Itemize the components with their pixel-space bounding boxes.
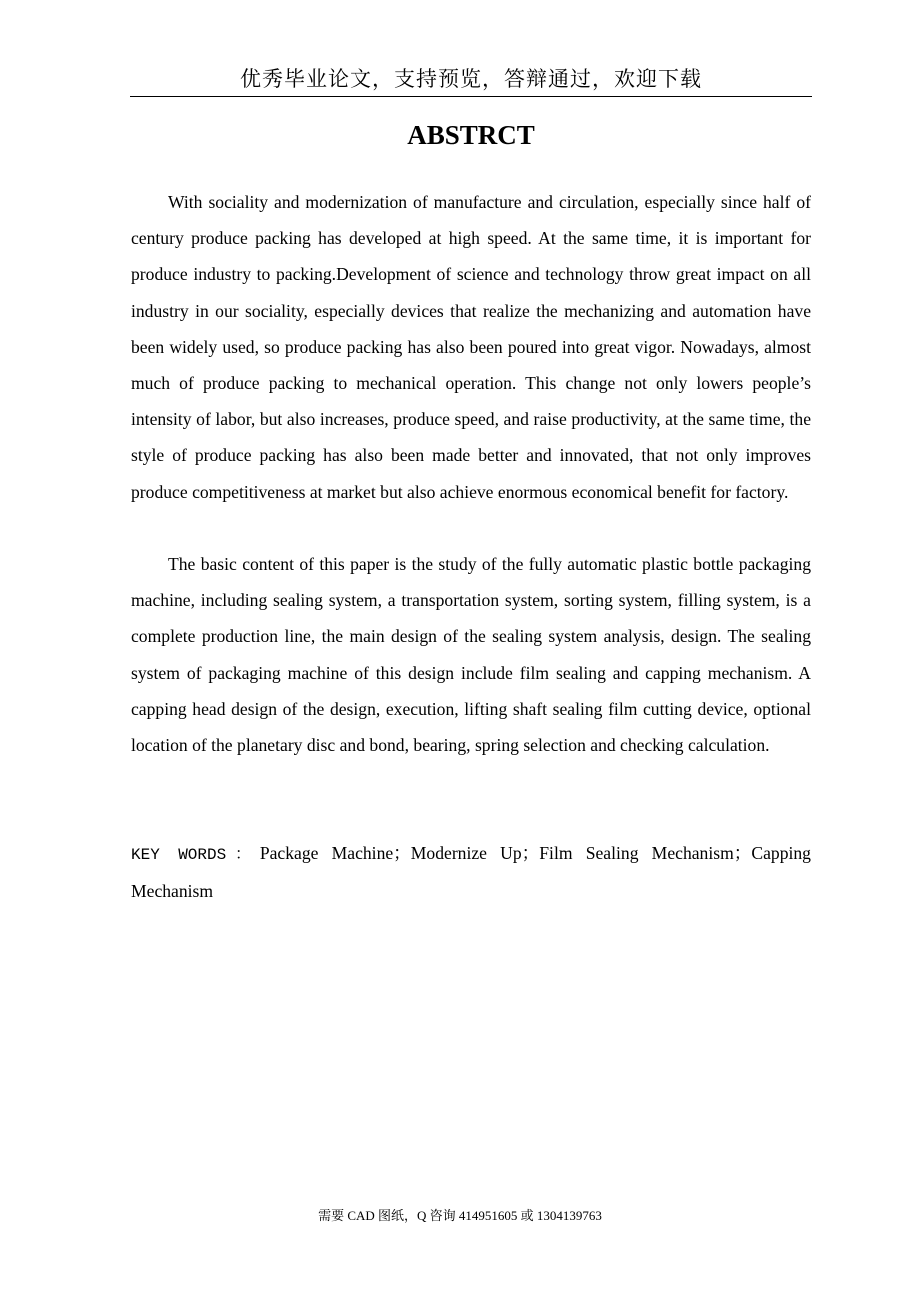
page-footer: 需要 CAD 图纸，Q 咨询 414951605 或 1304139763: [318, 1208, 602, 1223]
abstract-paragraph-1: With sociality and modernization of manufacture and circulation, especially since half of century produce packing has developed at high speed. At the same time, it is important for produce industry to packing.Development of science and technology throw great impact on all industry in our sociality, especially devices that realize the mechanizing and automation have been widely used, so produce packing has also been poured into great vigor. Nowadays, almost much of produce packing to mechanical operation. This change not only lowers people’s intensity of labor, but also increases, produce speed, and raise productivity, at the same time, the style of produce packing has also been made better and innovated, that not only improves produce competitiveness at market but also achieve enormous economical benefit for factory.: [131, 192, 811, 502]
keywords-text: Package Machine；Modernize Up；Film Sealing Mechanism；Capping Mechanism: [131, 843, 811, 902]
page-title: ABSTRCT: [407, 120, 535, 150]
keywords: [131, 835, 811, 909]
page-header: 优秀毕业论文，支持预览，答辩通过，欢迎下载: [240, 67, 702, 91]
keywords-label: KEY WORDS：: [131, 846, 260, 864]
header-divider: [130, 96, 812, 97]
abstract-paragraph-2: The basic content of this paper is the study of the fully automatic plastic bottle packaging machine, including sealing system, a transportation system, sorting system, filling system, is a complete production line, the main design of the sealing system analysis, design. The sealing system of packaging machine of this design include film sealing and capping mechanism. A capping head design of the design, execution, lifting shaft sealing film cutting device, optional location of the planetary disc and bond, bearing, spring selection and checking calculation.: [131, 554, 811, 756]
